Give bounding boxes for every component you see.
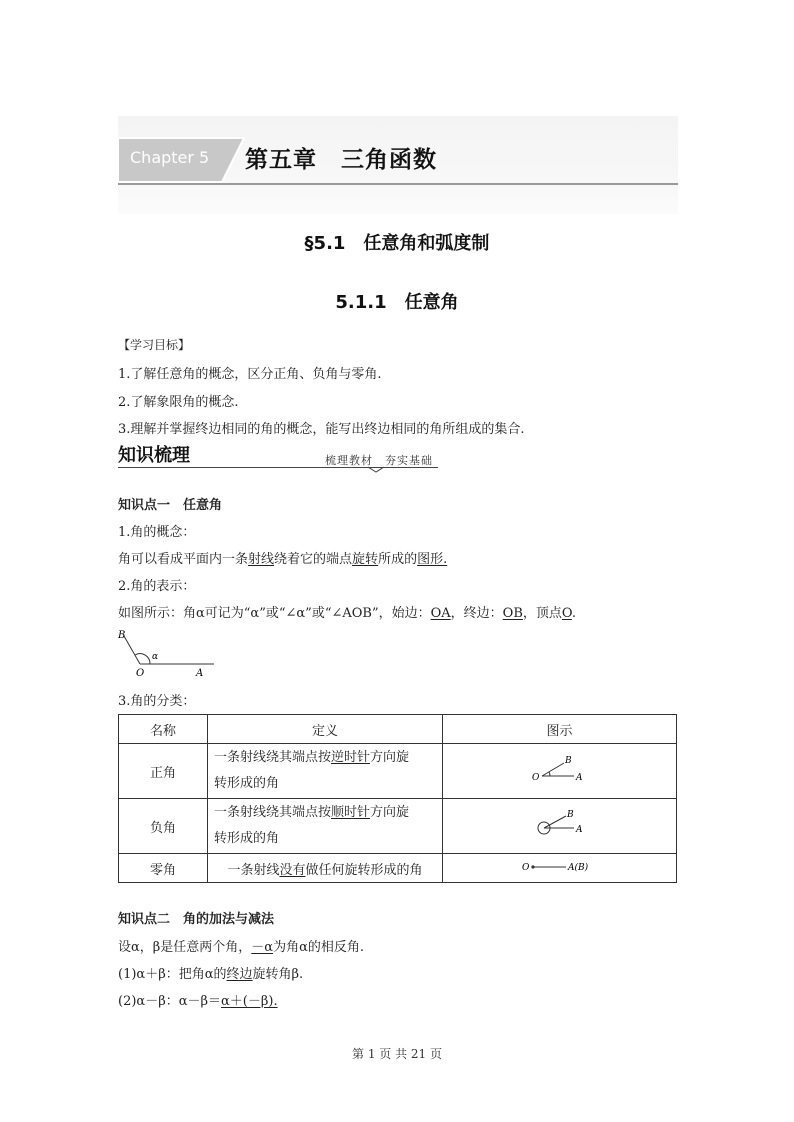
knowledge-notch bbox=[368, 466, 388, 474]
concept-label: 1.角的概念： bbox=[118, 525, 196, 540]
svg-text:B: B bbox=[564, 756, 572, 766]
objective-item: 1.了解任意角的概念，区分正角、负角与零角. bbox=[118, 367, 382, 382]
point2-title: 知识点二 角的加法与减法 bbox=[118, 912, 275, 927]
classification-table bbox=[118, 714, 677, 883]
row-figure bbox=[443, 799, 677, 854]
subsection-title: 5.1.1 任意角 bbox=[335, 292, 459, 313]
table-row bbox=[119, 799, 677, 854]
svg-text:A(B): A(B) bbox=[567, 863, 588, 873]
chapter-tag: Chapter 5 bbox=[130, 148, 210, 167]
label-o: O bbox=[136, 668, 145, 679]
table-row bbox=[119, 744, 677, 799]
concept-text: 角可以看成平面内一条射线绕着它的端点旋转所成的图形. bbox=[118, 552, 448, 567]
svg-text:B: B bbox=[566, 810, 574, 820]
row-definition: 一条射线没有做任何旋转形成的角 bbox=[208, 854, 443, 883]
row-figure bbox=[443, 854, 677, 883]
row-figure bbox=[443, 744, 677, 799]
point2-line3: (2)α－β：α－β＝α＋(－β). bbox=[118, 994, 278, 1009]
header-cell: 定义 bbox=[208, 715, 443, 744]
objective-item: 3.理解并掌握终边相同的角的概念，能写出终边相同的角所组成的集合. bbox=[118, 422, 525, 437]
zero-angle-figure bbox=[520, 856, 600, 876]
point2-line1: 设α，β是任意两个角，－α为角α的相反角. bbox=[118, 940, 364, 955]
section-title: §5.1 任意角和弧度制 bbox=[304, 233, 490, 254]
positive-angle-figure bbox=[530, 752, 590, 786]
knowledge-subheading: 梳理教材 夯实基础 bbox=[325, 454, 433, 467]
chapter-title: 第五章 三角函数 bbox=[245, 147, 437, 173]
row-definition: 一条射线绕其端点按顺时针方向旋 转形成的角 bbox=[208, 799, 443, 854]
terminal-side bbox=[124, 636, 140, 664]
objectives-heading: 【学习目标】 bbox=[118, 338, 191, 352]
svg-text:O: O bbox=[531, 773, 539, 783]
knowledge-heading: 知识梳理 bbox=[118, 445, 190, 466]
label-b: B bbox=[118, 630, 126, 641]
repr-label: 2.角的表示： bbox=[118, 579, 196, 594]
svg-text:A: A bbox=[575, 825, 582, 835]
svg-text:A: A bbox=[575, 773, 582, 783]
page-footer: 第 1 页 共 21 页 bbox=[352, 1047, 442, 1061]
header-cell: 图示 bbox=[443, 715, 677, 744]
table-row bbox=[119, 854, 677, 883]
table-header-row bbox=[119, 715, 677, 744]
point1-title: 知识点一 任意角 bbox=[118, 498, 223, 513]
point2-line2: (1)α＋β：把角α的终边旋转角β. bbox=[118, 967, 304, 982]
chapter-rule bbox=[118, 183, 678, 185]
row-name: 负角 bbox=[119, 799, 208, 854]
header-cell: 名称 bbox=[119, 715, 208, 744]
objective-item: 2.了解象限角的概念. bbox=[118, 395, 239, 410]
row-name: 正角 bbox=[119, 744, 208, 799]
label-alpha: α bbox=[152, 652, 159, 662]
classification-label: 3.角的分类： bbox=[118, 694, 196, 709]
row-name: 零角 bbox=[119, 854, 208, 883]
negative-angle-figure bbox=[530, 807, 590, 841]
svg-text:O: O bbox=[521, 863, 529, 873]
row-definition: 一条射线绕其端点按逆时针方向旋 转形成的角 bbox=[208, 744, 443, 799]
repr-text: 如图所示：角α可记为“α”或“∠α”或“∠AOB”，始边：OA，终边：OB，顶点O. bbox=[118, 606, 576, 621]
angle-diagram bbox=[112, 626, 222, 680]
label-a: A bbox=[196, 668, 204, 679]
